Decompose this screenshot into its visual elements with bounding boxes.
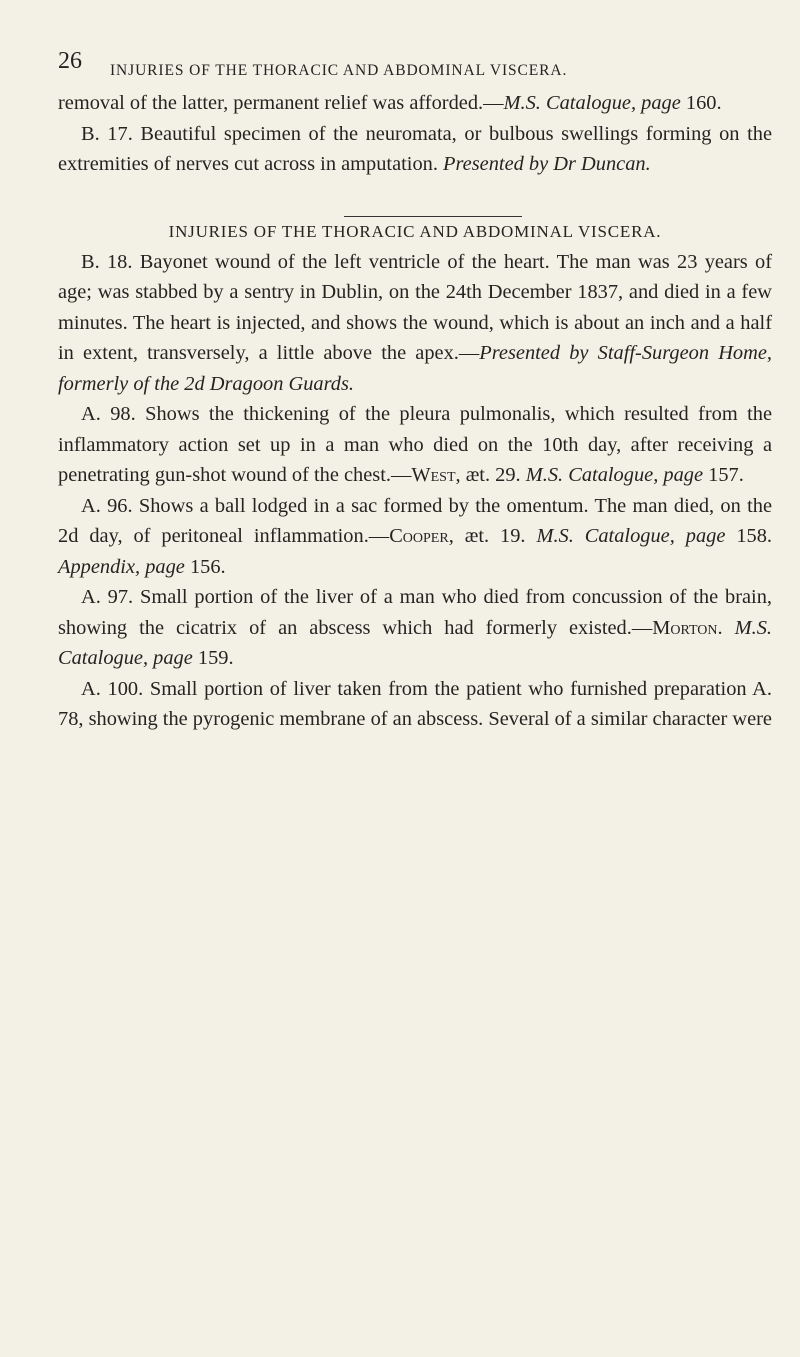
continuation-text: removal of the latter, permanent relief was afforded.— [58,92,504,114]
running-title: INJURIES OF THE THORACIC AND ABDOMINAL VISCERA. [110,62,568,79]
entry-a98-citation: M.S. Catalogue, page [525,464,704,486]
page-number: 26 [58,48,82,74]
entry-a96-appendix-page: 156. [184,555,226,578]
entry-b17-text: B. 17. Beautiful specimen of the neuromata, or bulbous swellings forming on the extremities of nerves cut across in amputation. [58,122,772,175]
entry-a96-name: Cooper [389,525,449,547]
entry-a98-age: , æt. 29. [455,464,526,486]
entry-a96-text: A. 96. Shows a ball lodged in a sac formed by the omentum. The man died, on the 2d day, of peritoneal inflammation.— [58,494,772,547]
entry-b18 [58,247,772,400]
entry-a97-citation: M.S. Catalogue, page [58,616,772,669]
entry-a97-text: A. 97. Small portion of the liver of a man who died from concussion of the brain, showing the cicatrix of an abscess which had formerly existed.— [58,586,772,639]
paragraph-continuation [58,88,772,119]
catalogue-page-label: Catalogue, page [546,92,681,114]
entry-b18-credit: Presented by Staff-Surgeon Home, formerly of the 2d Dragoon Guards. [58,342,772,395]
entry-a96-age: , æt. 19. [448,525,537,547]
entry-a97-page: 159. [192,647,234,669]
entry-a96-appendix: Appendix, page [58,555,185,578]
catalogue-page-number: 160. [680,92,722,114]
entry-a98-text: A. 98. Shows the thickening of the pleura pulmonalis, which resulted from the inflammatory action set up in a man who died on the 10th day, after receiving a penetrating gun-shot wound of the chest.— [58,403,772,486]
entry-a100-text: A. 100. Small portion of liver taken from the patient who furnished preparation A. 78, showing the pyrogenic membrane of an abscess. Several of a similar character were [58,677,772,730]
body-text [58,88,772,735]
entry-b17 [58,119,772,180]
entry-a98-page: 157. [703,464,744,486]
entry-a96-page: 158. [725,525,773,547]
entry-a97-name: Morton [652,616,718,639]
running-head [58,48,758,78]
entry-a100 [58,674,772,735]
catalogue-citation: M.S. [503,92,541,114]
entry-a97-punct: . [717,616,735,639]
entry-a97 [58,582,772,674]
entry-a98 [58,399,772,491]
entry-a96 [58,491,772,583]
section-heading: INJURIES OF THE THORACIC AND ABDOMINAL VISCERA. [168,221,662,241]
entry-a96-citation: M.S. Catalogue, page [536,525,726,547]
entry-a98-name: West [411,464,456,486]
entry-b18-text: B. 18. Bayonet wound of the left ventricle of the heart. The man was 23 years of age; was stabbed by a sentry in Dublin, on the 24th December 1837, and died in a few minutes. The heart is injected, and shows the wound, which is about an inch and a half in extent, transversely, a little above the apex.— [58,250,772,364]
entry-b17-credit: Presented by Dr Duncan. [443,153,651,175]
